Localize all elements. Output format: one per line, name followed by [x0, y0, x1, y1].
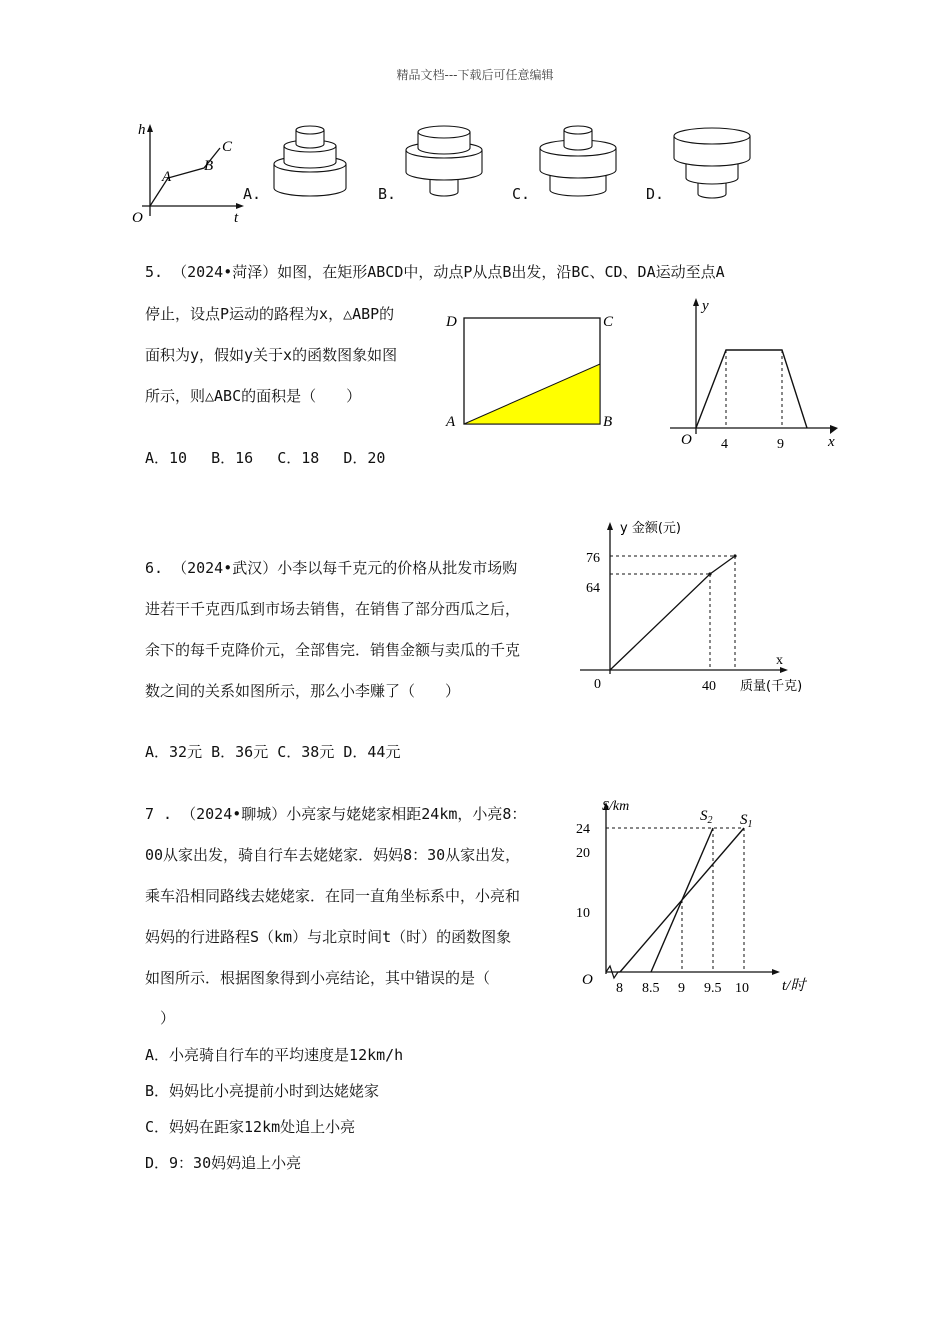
q7-line-3: 乘车沿相同路线去姥姥家．在同一直角坐标系中，小亮和: [145, 887, 521, 905]
q4-option-b-shape: [404, 126, 484, 206]
q7-y-tick-20: 20: [576, 846, 590, 861]
q4-option-d-label: D.: [646, 185, 665, 203]
q5-label-d: D: [446, 314, 457, 330]
q7-option-b: B．妈妈比小亮提前小时到达姥姥家: [145, 1082, 380, 1100]
q6-x-label: x: [776, 653, 783, 668]
q6-sales-line: [610, 556, 735, 670]
q5-rectangle-figure: [440, 306, 630, 436]
q4-label-b: B: [204, 158, 214, 174]
q7-y-tick-10: 10: [576, 906, 590, 921]
q5-label-x: x: [828, 434, 835, 450]
q5-label-c: C: [603, 314, 614, 330]
page-header: 精品文档---下载后可任意编辑: [396, 68, 554, 82]
q5-label-y: y: [702, 298, 709, 314]
q7-y-tick-24: 24: [576, 822, 590, 837]
q4-option-c-shape: [538, 124, 618, 208]
q5-graph-line: [696, 350, 807, 428]
q5-line-4: 所示，则△ABC的面积是（ ）: [145, 387, 362, 405]
q6-x-unit-label: 质量(千克): [740, 679, 803, 694]
q6-line-2: 进若干千克西瓜到市场去销售，在销售了部分西瓜之后，: [145, 600, 521, 618]
q7-x-tick-9-5: 9.5: [704, 981, 722, 996]
q5-y-arrow: [693, 298, 699, 306]
q6-line-3: 余下的每千克降价元，全部售完．销售金额与卖瓜的千克: [145, 641, 521, 659]
q7-x-tick-8-5: 8.5: [642, 981, 660, 996]
q6-y-tick-64: 64: [586, 581, 600, 596]
q7-line-2: 00从家出发，骑自行车去姥姥家．妈妈8：30从家出发，: [145, 846, 521, 864]
q7-option-c: C．妈妈在距家12km处追上小亮: [145, 1118, 356, 1136]
q6-y-tick-76: 76: [586, 551, 600, 566]
q5-line-2: 停止，设点P运动的路程为x，△ABP的: [145, 305, 395, 323]
q7-option-a: A．小亮骑自行车的平均速度是12km/h: [145, 1046, 404, 1064]
q5-label-b: B: [603, 414, 613, 430]
q4-option-b-label: B.: [378, 185, 397, 203]
q4-graph-line: [150, 148, 220, 206]
q7-x-arrow: [772, 969, 780, 975]
q6-line-1: 6. （2024•武汉）小李以每千克元的价格从批发市场购: [145, 559, 518, 577]
q5-tick-4: 4: [721, 437, 728, 452]
q6-line-4: 数之间的关系如图所示，那么小李赚了（ ）: [145, 682, 461, 700]
q7-y-label: S/km: [602, 799, 630, 814]
q7-s1-label: $S_1$: [740, 812, 753, 830]
q4-label-c: C: [222, 139, 233, 155]
q7-line-1: 7 . （2024•聊城）小亮家与姥姥家相距24km，小亮8：: [145, 805, 527, 823]
q4-label-a: A: [162, 169, 172, 185]
q6-sales-chart: [576, 514, 826, 704]
q4-label-origin: O: [132, 210, 143, 226]
q7-x-tick-8: 8: [616, 981, 623, 996]
q7-origin-label: O: [582, 972, 593, 988]
q5-options: A．10 B．16 C．18 D．20: [145, 449, 386, 467]
q6-point-1: [708, 572, 711, 575]
q6-x-tick-40: 40: [702, 679, 716, 694]
q6-options: A．32元 B．36元 C．38元 D．44元: [145, 743, 401, 761]
q4-label-h: h: [138, 122, 146, 138]
q6-point-2: [733, 554, 736, 557]
q4-height-time-graph: [128, 118, 248, 228]
q5-x-arrow: [830, 425, 838, 434]
q4-option-d-shape: [672, 124, 752, 208]
q5-label-origin: O: [681, 432, 692, 448]
q7-distance-time-chart: [570, 796, 820, 1006]
q7-line-6: ）: [145, 1009, 176, 1027]
q7-x-tick-9: 9: [678, 981, 685, 996]
q6-y-label: y 金额(元): [620, 521, 681, 536]
q6-origin-label: 0: [594, 677, 601, 692]
q5-line-3: 面积为y，假如y关于x的函数图象如图: [145, 346, 398, 364]
q4-option-a-shape: [270, 124, 350, 204]
q4-label-t: t: [234, 210, 239, 226]
q4-option-c-label: C.: [512, 185, 531, 203]
q5-function-graph: [664, 294, 844, 454]
q4-option-a-label: A.: [243, 185, 262, 203]
q7-x-label: t/时: [782, 978, 806, 994]
q7-line-5: 如图所示．根据图象得到小亮结论，其中错误的是（: [145, 969, 491, 987]
q4-h-arrow: [147, 124, 153, 132]
q7-option-d: D．9：30妈妈追上小亮: [145, 1154, 302, 1172]
q5-label-a: A: [446, 414, 456, 430]
q7-x-tick-10: 10: [735, 981, 749, 996]
q5-tick-9: 9: [777, 437, 784, 452]
q7-s1-sub: 1: [747, 819, 753, 830]
q5-line-1: 5. （2024•菏泽）如图，在矩形ABCD中，动点P从点B出发，沿BC、CD、DA运动至点A: [145, 263, 725, 281]
q6-y-arrow: [607, 522, 613, 530]
q7-line-4: 妈妈的行进路程S（km）与北京时间t（时）的函数图象: [145, 928, 512, 946]
q7-s2-sub: 2: [707, 815, 713, 826]
q7-s2-label: $S_2$: [700, 808, 713, 826]
